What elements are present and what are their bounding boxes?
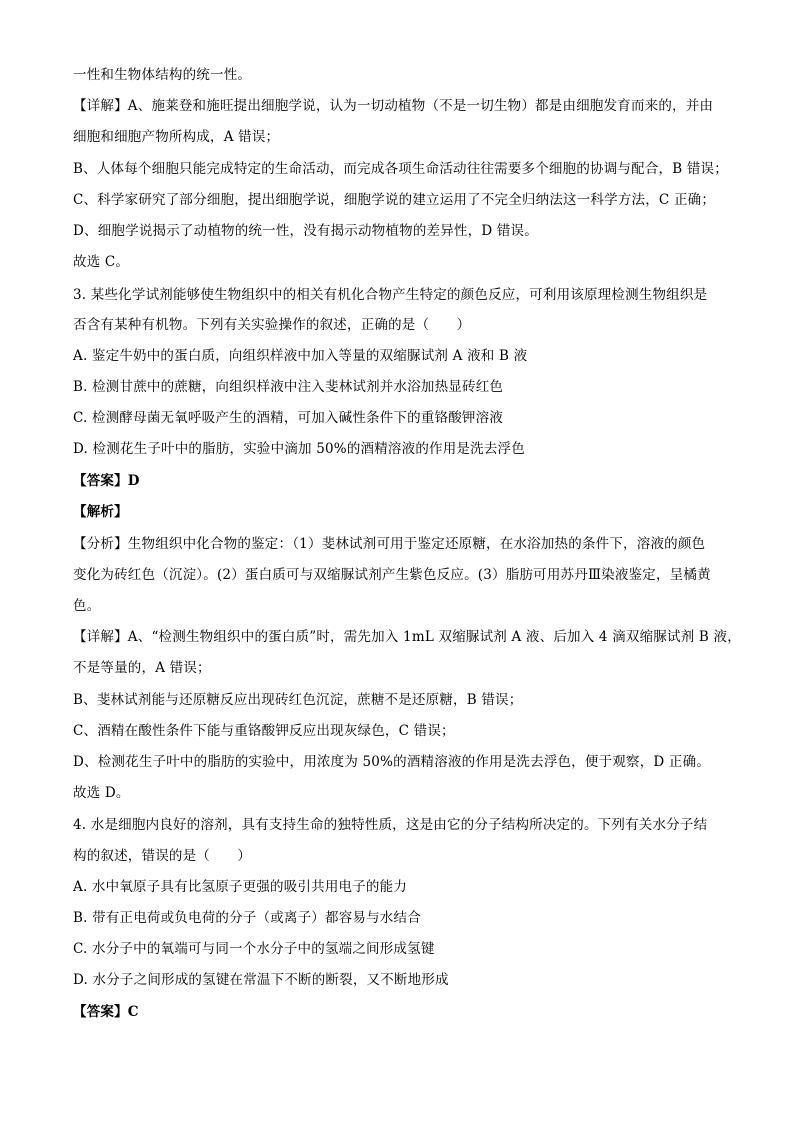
option-d: D. 水分子之间形成的氢键在常温下不断的断裂，又不断地形成 [73,972,449,988]
question-stem: 构的叙述，错误的是（ ） [73,848,252,864]
option-d: D. 检测花生子叶中的脂肪，实验中滴加 50%的酒精溶液的作用是洗去浮色 [73,441,525,457]
text-line: 变化为砖红色（沉淀）。(2）蛋白质可与双缩脲试剂产生紫色反应。(3）脂肪可用苏丹Ⅲ染液鉴定，呈橘黄 [73,567,711,583]
option-a: A. 鉴定牛奶中的蛋白质，向组织样液中加入等量的双缩脲试剂 A 液和 B 液 [73,348,528,364]
text-line: C、科学家研究了部分细胞，提出细胞学说，细胞学说的建立运用了不完全归纳法这一科学方法，C 正确； [73,192,716,208]
text-line: 一性和生物体结构的统一性。 [73,67,252,83]
text-line: D、检测花生子叶中的脂肪的实验中，用浓度为 50%的酒精溶液的作用是洗去浮色，便于观察，D 正确。 [73,754,711,770]
text-line: 故选 C。 [73,254,130,270]
option-b: B. 带有正电荷或负电荷的分子（或离子）都容易与水结合 [73,910,421,926]
text-line: 故选 D。 [73,785,130,801]
option-a: A. 水中氧原子具有比氢原子更强的吸引共用电子的能力 [73,879,408,895]
option-c: C. 水分子中的氧端可与同一个水分子中的氢端之间形成氢键 [73,941,435,957]
question-stem: 3. 某些化学试剂能够使生物组织中的相关有机化合物产生特定的颜色反应，可利用该原理检测生物组织是 [73,287,708,303]
answer-label: 【答案】D [73,473,140,489]
question-stem: 否含有某种有机物。下列有关实验操作的叙述，正确的是（ ） [73,317,471,333]
text-line: 【分析】生物组织中化合物的鉴定：（1）斐林试剂可用于鉴定还原糖，在水浴加热的条件下，溶液的颜色 [73,536,706,552]
text-line: 细胞和细胞产物所构成，A 错误； [73,129,280,145]
text-line: 【详解】A、施莱登和施旺提出细胞学说，认为一切动植物（不是一切生物）都是由细胞发育而来的，并由 [73,98,714,114]
text-line: 色。 [73,598,101,614]
option-c: C. 检测酵母菌无氧呼吸产生的酒精，可加入碱性条件下的重铬酸钾溶液 [73,410,504,426]
analysis-label: 【解析】 [73,504,128,520]
text-line: D、细胞学说揭示了动植物的统一性，没有揭示动物植物的差异性，D 错误。 [73,223,538,239]
option-b: B. 检测甘蔗中的蔗糖，向组织样液中注入斐林试剂并水浴加热显砖红色 [73,379,504,395]
text-line: B、人体每个细胞只能完成特定的生命活动，而完成各项生命活动往往需要多个细胞的协调与配合，B 错误； [73,161,728,177]
question-stem: 4. 水是细胞内良好的溶剂，具有支持生命的独特性质，这是由它的分子结构所决定的。下列有关水分子结 [73,817,708,833]
text-line: C、酒精在酸性条件下能与重铬酸钾反应出现灰绿色，C 错误； [73,723,455,739]
text-line: 【详解】A、“检测生物组织中的蛋白质”时，需先加入 1mL 双缩脲试剂 A 液、后加入 4 滴双缩脲试剂 B 液， [73,629,741,645]
text-line: 不是等量的，A 错误； [73,660,211,676]
answer-label: 【答案】C [73,1004,139,1020]
text-line: B、斐林试剂能与还原糖反应出现砖红色沉淀，蔗糖不是还原糖，B 错误； [73,692,523,708]
